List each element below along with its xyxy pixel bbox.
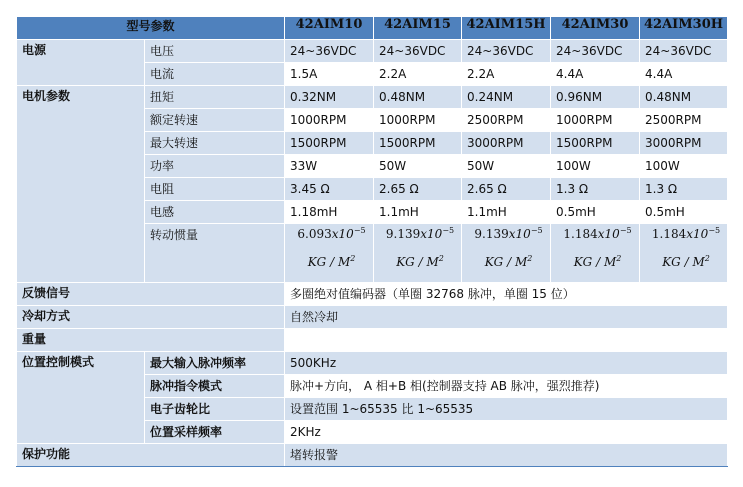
cell-value: 100W: [551, 155, 640, 178]
cell-value: 2500RPM: [640, 109, 728, 132]
cell-value: 1000RPM: [285, 109, 374, 132]
cell-value: 100W: [640, 155, 728, 178]
cell-value: 0.5mH: [551, 201, 640, 224]
unit-exponent: 2: [527, 254, 533, 263]
unit-m: M: [514, 255, 528, 269]
header-row: [17, 17, 728, 40]
inertia-exponent: −5: [442, 226, 455, 235]
cell-value: 4.4A: [640, 63, 728, 86]
model-header: 42AIM15: [374, 17, 462, 40]
cell-value: 1.3 Ω: [551, 178, 640, 201]
category-feedback: 反馈信号: [17, 283, 285, 306]
spec-table: [16, 16, 728, 467]
cell-value: 1.3 Ω: [640, 178, 728, 201]
cell-value: 0.32NM: [285, 86, 374, 109]
inertia-cell: [551, 224, 640, 283]
unit-m: M: [692, 255, 705, 269]
param-label: 功率: [145, 155, 285, 178]
param-label: 电子齿轮比: [145, 398, 285, 421]
unit-slash: /: [503, 255, 515, 269]
feedback-value: 多圈绝对值编码器（单圈 32768 脉冲，单圈 15 位）: [285, 283, 728, 306]
inertia-times: x10: [331, 227, 354, 241]
param-label: 电阻: [145, 178, 285, 201]
cell-value: 3000RPM: [640, 132, 728, 155]
cell-value: 2.65 Ω: [374, 178, 462, 201]
cell-value: 0.24NM: [462, 86, 551, 109]
inertia-cell: [285, 224, 374, 283]
unit-kg: KG: [307, 255, 327, 269]
table-row: [17, 40, 728, 63]
cell-value: 0.96NM: [551, 86, 640, 109]
cell-value: 33W: [285, 155, 374, 178]
inertia-exponent: −5: [353, 226, 366, 235]
unit-kg: KG: [396, 255, 415, 269]
model-header: 42AIM15H: [462, 17, 551, 40]
weight-value: [285, 329, 728, 352]
unit-kg: KG: [484, 255, 504, 269]
cell-value: 1.18mH: [285, 201, 374, 224]
cell-value: 24~36VDC: [462, 40, 551, 63]
param-label: 位置采样频率: [145, 421, 285, 444]
inertia-mantissa: 1.184: [563, 227, 598, 241]
cell-value: 1000RPM: [551, 109, 640, 132]
cell-value: 1.1mH: [374, 201, 462, 224]
cell-value: 1500RPM: [551, 132, 640, 155]
cell-value: 24~36VDC: [640, 40, 728, 63]
cell-value: 2KHz: [285, 421, 728, 444]
header-title: 型号参数: [17, 17, 285, 40]
unit-m: M: [426, 255, 439, 269]
category-protection: 保护功能: [17, 444, 285, 467]
unit-slash: /: [680, 255, 693, 269]
cell-value: 1000RPM: [374, 109, 462, 132]
category-weight: 重量: [17, 329, 285, 352]
cooling-value: 自然冷却: [285, 306, 728, 329]
inertia-times: x10: [508, 227, 531, 241]
cell-value: 0.48NM: [640, 86, 728, 109]
param-label: 最大转速: [145, 132, 285, 155]
inertia-cell: [462, 224, 551, 283]
param-label: 额定转速: [145, 109, 285, 132]
model-header: 42AIM30H: [640, 17, 728, 40]
param-label: 扭矩: [145, 86, 285, 109]
unit-exponent: 2: [438, 254, 444, 263]
cell-value: 0.5mH: [640, 201, 728, 224]
table-row: [17, 329, 728, 352]
inertia-exponent: −5: [708, 226, 721, 235]
cell-value: 设置范围 1~65535 比 1~65535: [285, 398, 728, 421]
inertia-exponent: −5: [530, 226, 543, 235]
cell-value: 3.45 Ω: [285, 178, 374, 201]
cell-value: 50W: [374, 155, 462, 178]
inertia-mantissa: 1.184: [651, 227, 687, 241]
protection-value: 堵转报警: [285, 444, 728, 467]
inertia-exponent: −5: [619, 226, 632, 235]
cell-value: 24~36VDC: [374, 40, 462, 63]
model-header: 42AIM10: [285, 17, 374, 40]
cell-value: 50W: [462, 155, 551, 178]
cell-value: 3000RPM: [462, 132, 551, 155]
unit-exponent: 2: [704, 254, 710, 263]
param-label: 转动惯量: [145, 224, 285, 283]
category-motor: 电机参数: [17, 86, 145, 283]
inertia-mantissa: 9.139: [385, 227, 421, 241]
unit-kg: KG: [573, 255, 593, 269]
unit-exponent: 2: [616, 254, 622, 263]
category-position: 位置控制模式: [17, 352, 145, 444]
unit-exponent: 2: [350, 254, 356, 263]
cell-value: 500KHz: [285, 352, 728, 375]
cell-value: 2.65 Ω: [462, 178, 551, 201]
inertia-times: x10: [686, 227, 709, 241]
cell-value: 1500RPM: [285, 132, 374, 155]
table-row: [17, 283, 728, 306]
cell-value: 24~36VDC: [551, 40, 640, 63]
inertia-times: x10: [420, 227, 443, 241]
unit-kg: KG: [662, 255, 681, 269]
unit-slash: /: [592, 255, 604, 269]
param-label: 电压: [145, 40, 285, 63]
inertia-cell: [640, 224, 728, 283]
cell-value: 1500RPM: [374, 132, 462, 155]
unit-slash: /: [326, 255, 338, 269]
table-row: [17, 306, 728, 329]
table-row: [17, 86, 728, 109]
category-power: 电源: [17, 40, 145, 86]
inertia-mantissa: 9.139: [474, 227, 509, 241]
model-header: 42AIM30: [551, 17, 640, 40]
unit-slash: /: [414, 255, 427, 269]
unit-m: M: [337, 255, 351, 269]
cell-value: 脉冲+方向， A 相+B 相(控制器支持 AB 脉冲，强烈推荐): [285, 375, 728, 398]
param-label: 脉冲指令模式: [145, 375, 285, 398]
category-cooling: 冷却方式: [17, 306, 285, 329]
param-label: 电流: [145, 63, 285, 86]
table-row: [17, 444, 728, 467]
cell-value: 0.48NM: [374, 86, 462, 109]
cell-value: 2.2A: [374, 63, 462, 86]
cell-value: 2.2A: [462, 63, 551, 86]
unit-m: M: [603, 255, 617, 269]
cell-value: 24~36VDC: [285, 40, 374, 63]
param-label: 最大输入脉冲频率: [145, 352, 285, 375]
cell-value: 1.5A: [285, 63, 374, 86]
inertia-cell: [374, 224, 462, 283]
inertia-mantissa: 6.093: [297, 227, 332, 241]
table-row: [17, 352, 728, 375]
inertia-times: x10: [597, 227, 620, 241]
cell-value: 4.4A: [551, 63, 640, 86]
cell-value: 2500RPM: [462, 109, 551, 132]
cell-value: 1.1mH: [462, 201, 551, 224]
param-label: 电感: [145, 201, 285, 224]
